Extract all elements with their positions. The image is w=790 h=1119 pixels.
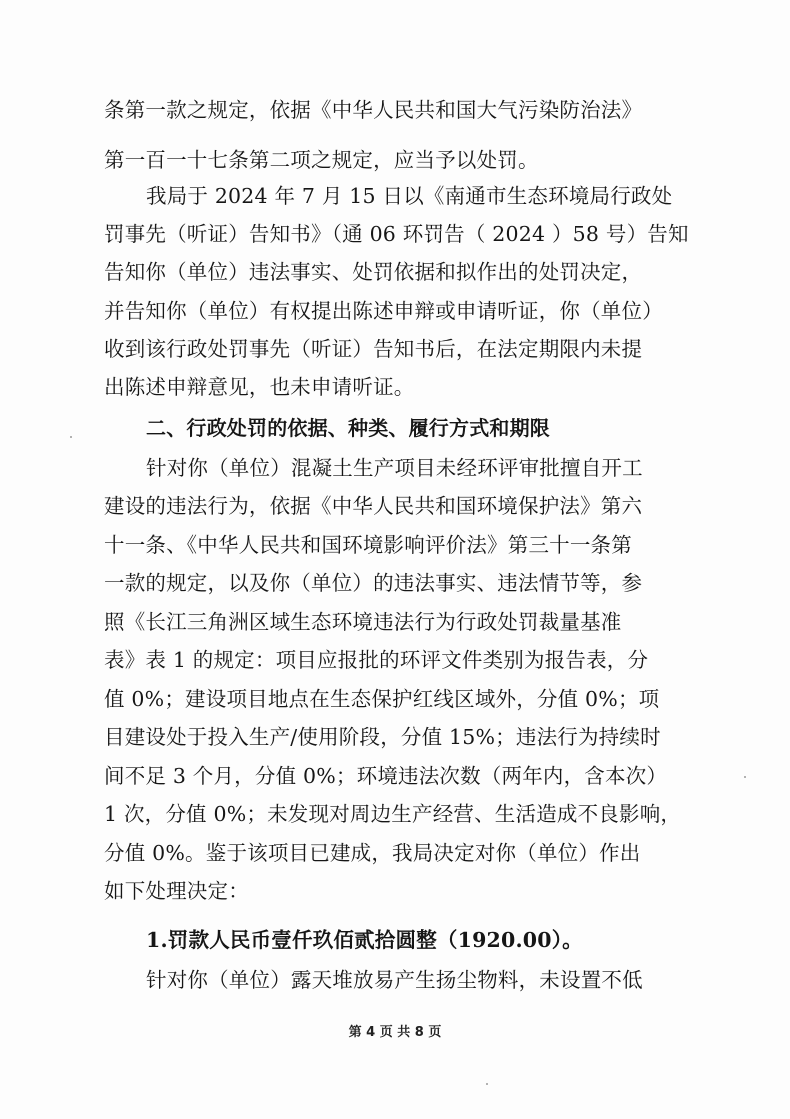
body-text-line: 建设的违法行为，依据《中华人民共和国环境保护法》第六 — [104, 494, 643, 518]
body-text-line: 一款的规定，以及你（单位）的违法事实、违法情节等，参 — [104, 571, 643, 595]
body-text-line: 分值 0%。鉴于该项目已建成，我局决定对你（单位）作出 — [104, 841, 641, 865]
body-text-line: 十一条、《中华人民共和国环境影响评价法》第三十一条第 — [104, 533, 632, 557]
body-text-line: 表》表 1 的规定：项目应报批的环评文件类别为报告表，分 — [104, 648, 649, 672]
body-text-line: 收到该行政处罚事先（听证）告知书后，在法定期限内未提 — [104, 337, 643, 361]
scan-speck — [744, 776, 746, 778]
scan-speck — [70, 436, 72, 438]
body-text-line: 出陈述申辩意见，也未申请听证。 — [104, 375, 415, 399]
body-text-line: 如下处理决定： — [104, 879, 249, 903]
paragraph-first-line: 针对你（单位）露天堆放易产生扬尘物料，未设置不低 — [146, 968, 643, 992]
page-footer: 第 4 页 共 8 页 — [348, 1025, 442, 1040]
paragraph-first-line: 我局于 2024 年 7 月 15 日以《南通市生态环境局行政处 — [146, 184, 673, 208]
section-heading: 二、行政处罚的依据、种类、履行方式和期限 — [146, 416, 550, 440]
body-text-line: 值 0%；建设项目地点在生态保护红线区域外，分值 0%；项 — [104, 687, 660, 711]
paragraph-first-line: 针对你（单位）混凝土生产项目未经环评审批擅自开工 — [146, 456, 643, 480]
body-text-line: 条第一款之规定，依据《中华人民共和国大气污染防治法》 — [104, 98, 643, 122]
body-text-line: 1 次，分值 0%；未发现对周边生产经营、生活造成不良影响， — [104, 802, 682, 826]
body-text-line: 告知你（单位）违法事实、处罚依据和拟作出的处罚决定， — [104, 260, 643, 284]
body-text-line: 第一百一十七条第二项之规定，应当予以处罚。 — [104, 148, 539, 172]
body-text-line: 目建设处于投入生产/使用阶段，分值 15%；违法行为持续时 — [104, 725, 661, 749]
scan-speck — [486, 1083, 488, 1085]
body-text-line: 间不足 3 个月，分值 0%；环境违法次数（两年内，含本次） — [104, 764, 668, 788]
body-text-line: 照《长江三角洲区域生态环境违法行为行政处罚裁量基准 — [104, 610, 622, 634]
penalty-item: 1.罚款人民币壹仟玖佰贰拾圆整（1920.00）。 — [146, 928, 583, 952]
body-text-line: 并告知你（单位）有权提出陈述申辩或申请听证，你（单位） — [104, 299, 663, 323]
body-text-line: 罚事先（听证）告知书》（通 06 环罚告（ 2024 ）58 号）告知 — [104, 222, 689, 246]
